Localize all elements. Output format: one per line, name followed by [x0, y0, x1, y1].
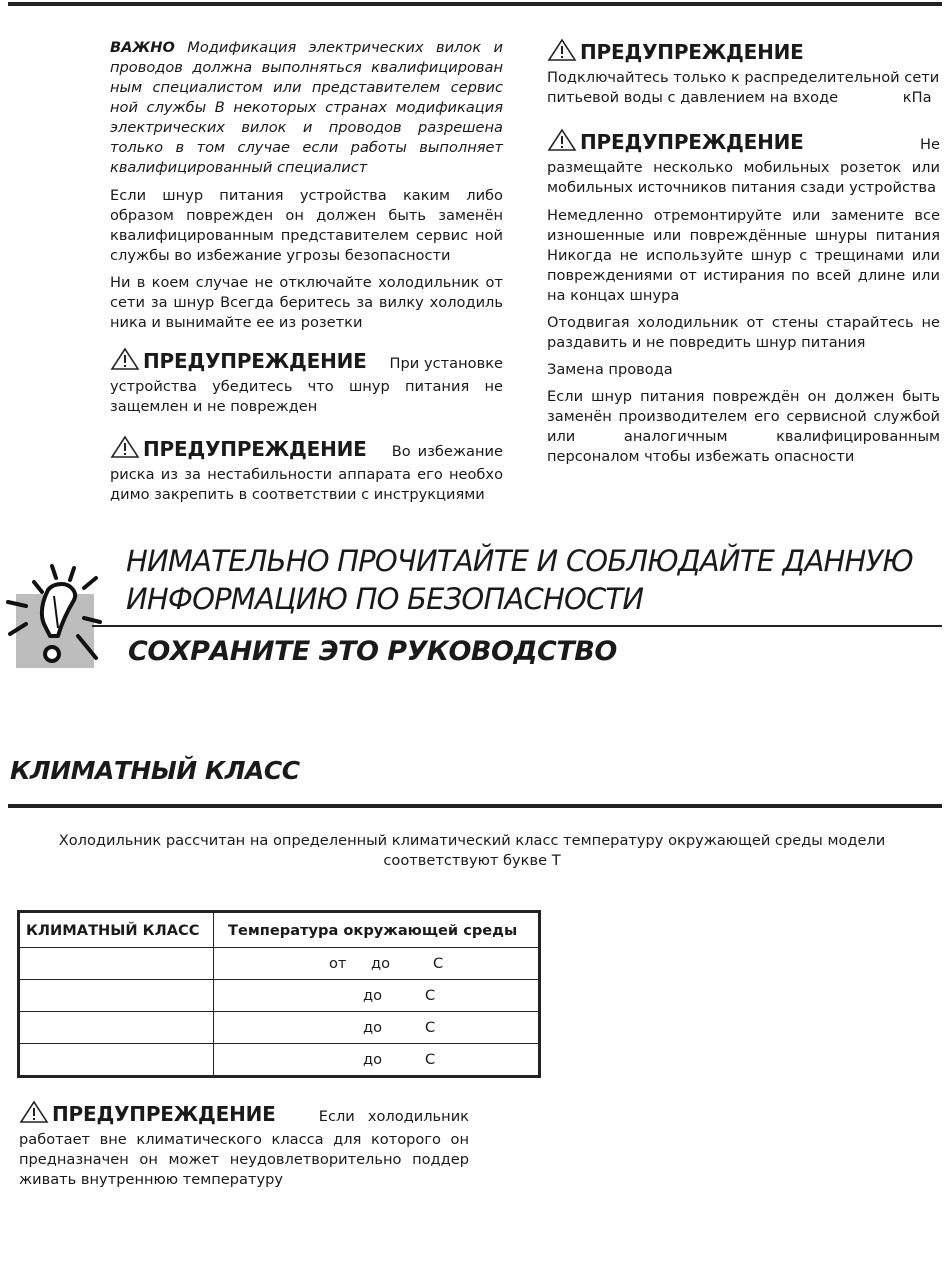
warning-text: Не размещайте несколько мобильных розеток или мобильных источников питания сзади устройства [547, 136, 940, 196]
warning-title: ПРЕДУПРЕЖДЕНИЕ [580, 130, 804, 154]
climate-intro: Холодильник рассчитан на определенный климатический класс температуру окружающей среды модели соответствуют букве Т [58, 832, 886, 869]
section-title: КЛИМАТНЫЙ КЛАСС [10, 756, 300, 785]
right-column [547, 38, 940, 474]
table-row [20, 1012, 539, 1044]
table-cell-temp [214, 948, 539, 980]
table-cell-temp [214, 980, 539, 1012]
table-cell-class [20, 1044, 214, 1076]
table-header-temp: Температура окружающей среды [214, 913, 539, 948]
left-paragraph-2: Ни в коем случае не отключайте холодильник от сети за шнур Всегда беритесь за вилку холодиль ника и вынимайте ее из розетки [110, 274, 503, 331]
temp-to: до [363, 987, 383, 1004]
important-note [110, 38, 503, 178]
temp-unit: С [425, 1051, 436, 1068]
temp-unit: С [433, 955, 444, 972]
table-cell-class [20, 1012, 214, 1044]
table-cell-temp [214, 1044, 539, 1076]
temp-to: до [371, 955, 391, 972]
warning-text: Во избежание риска из за нестабильности аппарата его необхо димо закрепить в соответствии с инструкциями [110, 443, 503, 503]
warning-triangle-icon [547, 128, 577, 158]
safety-banner-line-2: ИНФОРМАЦИЮ ПО БЕЗОПАСНОСТИ [126, 582, 644, 616]
important-text: Модификация электрических вилок и проводов должна выполняться квалифицирован ным специалистом или представителем сервис ной службы В некоторых странах модификация электрических вилок и проводов разрешена только в том случае если работы выполняет квалифицированный специалист [110, 39, 503, 176]
warning-text: Если холодильник работает вне климатического класса для которого он предназначен он может неудовлетворительно поддер живать внутреннюю температуру [19, 1108, 469, 1188]
temp-unit: С [425, 987, 436, 1004]
temp-to: до [363, 1051, 383, 1068]
right-paragraph-4: Если шнур питания повреждён он должен быть заменён производителем его сервисной службой или аналогичным квалифицированным персоналом чтобы избежать опасности [547, 388, 940, 465]
right-warning-1 [547, 38, 940, 108]
table-cell-class [20, 980, 214, 1012]
right-paragraph-1: Немедленно отремонтируйте или замените все изношенные или повреждённые шнуры питания Никогда не используйте шнур с трещинами или повреждениями от истирания по всей длине или на концах шнура [547, 207, 940, 304]
left-warning-2 [110, 435, 503, 505]
warning-triangle-icon [110, 347, 140, 377]
section-divider [8, 804, 942, 808]
climate-table [19, 912, 539, 1076]
table-row [20, 980, 539, 1012]
table-row [20, 1044, 539, 1076]
climate-warning [19, 1100, 469, 1190]
temp-unit: С [425, 1019, 436, 1036]
left-column [110, 38, 503, 523]
exclamation-hand-drawn-icon [4, 562, 108, 672]
safety-banner-line-1: НИМАТЕЛЬНО ПРОЧИТАЙТЕ И СОБЛЮДАЙТЕ ДАННУЮ [126, 544, 913, 578]
warning-text: При установке устройства убедитесь что шнур питания не защемлен и не поврежден [110, 355, 503, 415]
warning-title: ПРЕДУПРЕЖДЕНИЕ [143, 349, 367, 373]
pressure-unit: кПа [902, 89, 932, 106]
warning-triangle-icon [110, 435, 140, 465]
top-rule [8, 2, 942, 6]
table-cell-class [20, 948, 214, 980]
left-paragraph-1: Если шнур питания устройства каким либо образом поврежден он должен быть заменён квалифицированным представителем сервис ной службы во избежание угрозы безопасности [110, 187, 503, 264]
warning-title: ПРЕДУПРЕЖДЕНИЕ [143, 437, 367, 461]
right-warning-2 [547, 128, 940, 198]
save-manual-heading: СОХРАНИТЕ ЭТО РУКОВОДСТВО [128, 636, 617, 667]
warning-text: Подключайтесь только к распределительной сети питьевой воды с давлением на входе [547, 69, 940, 106]
right-paragraph-2: Отодвигая холодильник от стены старайтесь не раздавить и не повредить шнур питания [547, 314, 940, 351]
warning-title: ПРЕДУПРЕЖДЕНИЕ [52, 1102, 276, 1126]
important-label: ВАЖНО [110, 39, 175, 56]
temp-to: до [363, 1019, 383, 1036]
table-header-class: КЛИМАТНЫЙ КЛАСС [20, 913, 214, 948]
warning-triangle-icon [547, 38, 577, 68]
table-header-row [20, 913, 539, 948]
right-paragraph-3: Замена провода [547, 361, 673, 378]
left-warning-1 [110, 347, 503, 417]
temp-from: от [329, 955, 347, 972]
banner-divider [92, 625, 942, 627]
table-row [20, 948, 539, 980]
warning-title: ПРЕДУПРЕЖДЕНИЕ [580, 40, 804, 64]
warning-triangle-icon [19, 1100, 49, 1130]
table-cell-temp [214, 1012, 539, 1044]
